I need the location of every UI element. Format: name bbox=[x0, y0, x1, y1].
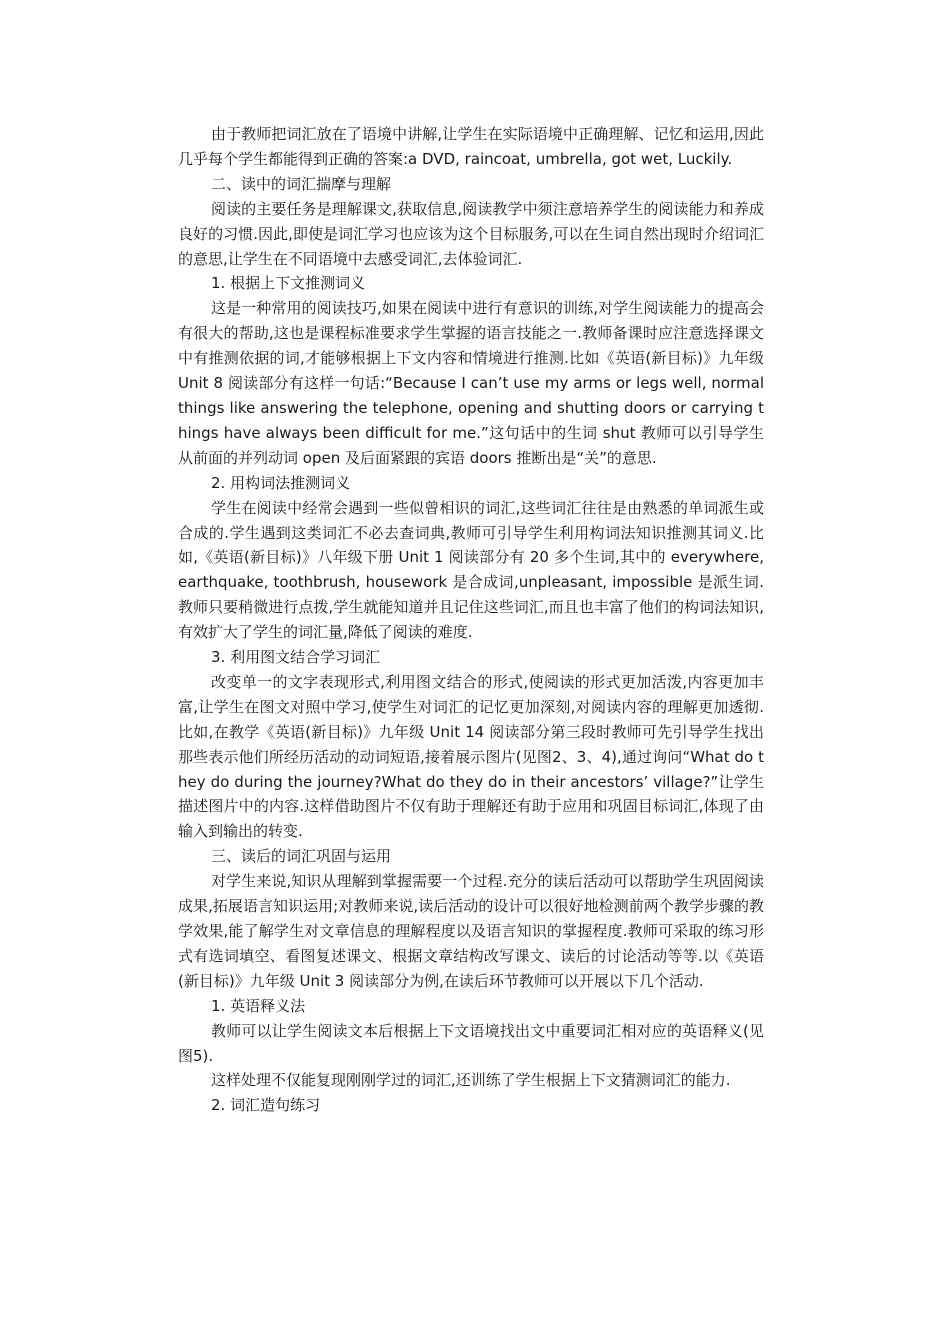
section-heading-post-reading: 三、读后的词汇巩固与运用 bbox=[211, 847, 392, 866]
paragraph-post-reading: 对学生来说,知识从理解到掌握需要一个过程.充分的读后活动可以帮助学生巩固阅读成果,拓展语言知识运用;对教师来说,读后活动的设计可以很好地检测前两个教学步骤的教学效果,能了解学生对文章信息的理解程度以及语言知识的掌握程度.教师可采取的练习形式有选词填空、看图复述课文、根据文章结构改写课文、读后的讨论活动等等.以《英语(新目标)》九年级 Unit 3 阅读部分为例,在读后环节教师可以开展以下几个活动. bbox=[178, 872, 764, 990]
subheading-english-definition: 1. 英语释义法 bbox=[211, 996, 306, 1015]
paragraph-definition-benefit: 这样处理不仅能复现刚刚学过的词汇,还训练了学生根据上下文猜测词汇的能力. bbox=[211, 1071, 731, 1090]
paragraph-reading-task: 阅读的主要任务是理解课文,获取信息,阅读教学中须注意培养学生的阅读能力和养成良好的习惯.因此,即使是词汇学习也应该为这个目标服务,可以在生词自然出现时介绍词汇的意思,让学生在不同语境中去感受词汇,去体验词汇. bbox=[178, 199, 764, 268]
paragraph-picture-text: 改变单一的文字表现形式,利用图文结合的形式,使阅读的形式更加活泼,内容更加丰富,让学生在图文对照中学习,使学生对词汇的记忆更加深刻,对阅读内容的理解更加透彻.比如,在教学《英语(新目标)》九年级 Unit 14 阅读部分第三段时教师可先引导学生找出那些表示他们所经历活动的动词短语,接着展示图片(见图2、3、4),通过询问“What do they do during the journey?What do they do in their ancestors’ village?”让学生描述图片中的内容.这样借助图片不仅有助于理解还有助于应用和巩固目标词汇,体现了由输入到输出的转变. bbox=[178, 672, 764, 841]
paragraph-word-formation: 学生在阅读中经常会遇到一些似曾相识的词汇,这些词汇往往是由熟悉的单词派生或合成的.学生遇到这类词汇不必去查词典,教师可引导学生利用构词法知识推测其词义.比如,《英语(新目标)》八年级下册 Unit 1 阅读部分有 20 多个生词,其中的 everywhere, earthquake, toothbrush, housework 是合成词,unpleasant, impossible 是派生词.教师只要稍微进行点拨,学生就能知道并且记住这些词汇,而且也丰富了他们的构词法知识,有效扩大了学生的词汇量,降低了阅读的难度. bbox=[178, 498, 764, 642]
subheading-word-formation: 2. 用构词法推测词义 bbox=[211, 473, 351, 492]
subheading-context-guessing: 1. 根据上下文推测词义 bbox=[211, 274, 366, 293]
paragraph-english-definition: 教师可以让学生阅读文本后根据上下文语境找出文中重要词汇相对应的英语释义(见图5). bbox=[178, 1021, 764, 1065]
subheading-sentence-making: 2. 词汇造句练习 bbox=[211, 1096, 321, 1115]
subheading-picture-text: 3. 利用图文结合学习词汇 bbox=[211, 648, 381, 667]
paragraph-context-guessing: 这是一种常用的阅读技巧,如果在阅读中进行有意识的训练,对学生阅读能力的提高会有很大的帮助,这也是课程标准要求学生掌握的语言技能之一.教师备课时应注意选择课文中有推测依据的词,才能够根据上下文内容和情境进行推测.比如《英语(新目标)》九年级 Unit 8 阅读部分有这样一句话:“Because I can’t use my arms or legs well, normal things like answering the telephone, opening and shutting doors or carrying things have always been difficult for me.”这句话中的生词 shut 教师可以引导学生从前面的并列动词 open 及后面紧跟的宾语 doors 推断出是“关”的意思. bbox=[178, 299, 764, 467]
document-page bbox=[178, 122, 764, 1118]
paragraph-intro-answers: 由于教师把词汇放在了语境中讲解,让学生在实际语境中正确理解、记忆和运用,因此几乎每个学生都能得到正确的答案:a DVD, raincoat, umbrella, got wet, Luckily. bbox=[178, 125, 764, 168]
section-heading-while-reading: 二、读中的词汇揣摩与理解 bbox=[211, 174, 392, 193]
